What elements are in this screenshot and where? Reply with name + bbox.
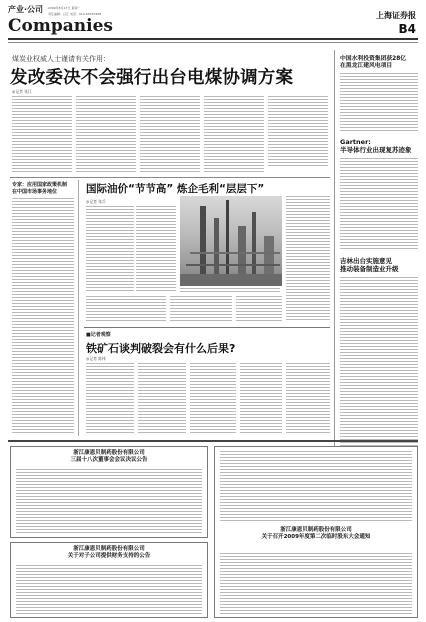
section-label: 产业·公司	[8, 5, 44, 14]
page-number: B4	[398, 22, 416, 36]
feature-byline: ◎记者 张兵	[86, 199, 106, 204]
sidebar-top-headline-2: 在黑龙江建风电项目	[340, 63, 393, 69]
ad-box-3	[214, 446, 418, 618]
photo-pipe-1	[190, 252, 280, 254]
commentary-body-col-4	[240, 363, 282, 433]
ad-3-company: 浙江康恩贝制药股份有限公司	[280, 527, 352, 533]
masthead-rule-thin	[8, 42, 418, 43]
ad-box-2	[10, 542, 208, 618]
left-col-headline	[12, 182, 76, 195]
left-col-divider	[78, 180, 79, 436]
sidebar-mid-headline	[340, 138, 420, 154]
commentary-top-rule	[84, 327, 330, 328]
lead-headline: 发改委决不会强行出台电煤协调方案	[10, 68, 294, 88]
sidebar-low-body	[340, 277, 418, 463]
left-col-body	[12, 198, 74, 433]
paper-name: 上海证券报	[376, 10, 416, 20]
left-col-headline-2: 在中国市场事务地位	[12, 188, 58, 195]
commentary-body-col-3	[190, 363, 236, 433]
masthead	[8, 4, 418, 48]
sidebar-mid-headline-1: Gartner:	[340, 138, 371, 146]
sidebar-low-headline-1: 吉林出台实施意见	[340, 257, 392, 265]
feature-headline: 国际油价“节节高” 炼企毛利“层层下”	[86, 183, 265, 195]
sidebar-low-headline	[340, 257, 420, 273]
ad-1-body	[16, 469, 202, 535]
section-english: Companies	[8, 16, 113, 36]
lead-kicker: 煤炭业权威人士谨请有关作用：	[12, 55, 110, 63]
commentary-byline: ◎记者 陈伟	[86, 356, 106, 361]
sidebar-mid-headline-2: 半导体行业出现复苏迹象	[340, 146, 412, 154]
lead-body-col-5	[268, 96, 328, 166]
sidebar-low-headline-2: 推动装备制造业升级	[340, 265, 399, 273]
commentary-headline: 铁矿石谈判破裂会有什么后果?	[86, 342, 236, 355]
photo-ground	[180, 274, 282, 286]
editor-line: 责任编辑：吕江 电话：010-63070368	[48, 12, 102, 16]
ad-3-body	[220, 553, 412, 615]
commentary-body-col-2	[138, 363, 186, 433]
lead-body-col-3	[140, 96, 200, 172]
feature-photo-caption	[180, 288, 280, 293]
lead-byline: ◎记者 张江	[12, 89, 32, 94]
feature-body-col-1	[86, 206, 134, 292]
left-col-top-rule	[10, 177, 330, 178]
feature-body-col-4	[170, 296, 232, 322]
lead-body-col-2	[76, 96, 136, 172]
ad-1-title: 三届十八次董事会会议决议公告	[70, 457, 148, 463]
ad-2-company: 浙江康恩贝制药股份有限公司	[73, 546, 145, 552]
sidebar-top-headline	[340, 56, 420, 70]
sidebar-divider	[334, 50, 335, 470]
ad-2-body	[16, 565, 202, 615]
left-col-headline-1: 专家：应用国家政策机制	[12, 182, 68, 188]
feature-body-col-6	[286, 196, 330, 322]
sidebar-top-body	[340, 73, 418, 131]
ad-2-title: 关于对子公司提供财务支持的公告	[67, 553, 151, 559]
refinery-photo	[180, 196, 282, 286]
feature-body-col-3	[86, 296, 166, 322]
lead-body-col-4	[204, 96, 264, 172]
commentary-body-col-5	[286, 363, 330, 433]
feature-body-col-5	[236, 296, 282, 322]
sidebar-mid-body	[340, 158, 418, 250]
masthead-rule	[8, 38, 418, 40]
ad-3-title: 关于召开2009年度第二次临时股东大会通知	[261, 534, 371, 540]
column-tag: ■记者观察	[86, 332, 111, 338]
date-line: 2009年8月17日 星期一	[48, 6, 81, 10]
commentary-body-col-1	[86, 363, 134, 433]
lead-body-col-1	[12, 96, 72, 172]
ad-box-1	[10, 446, 208, 538]
feature-body-col-2	[136, 206, 176, 292]
sidebar-top-headline-1: 中国水利投资集团获28亿	[340, 56, 407, 62]
ad-1-company: 浙江康恩贝制药股份有限公司	[73, 450, 145, 456]
photo-pipe-2	[186, 264, 280, 266]
ad-3-body-top	[220, 451, 412, 523]
ads-top-rule	[8, 440, 418, 442]
